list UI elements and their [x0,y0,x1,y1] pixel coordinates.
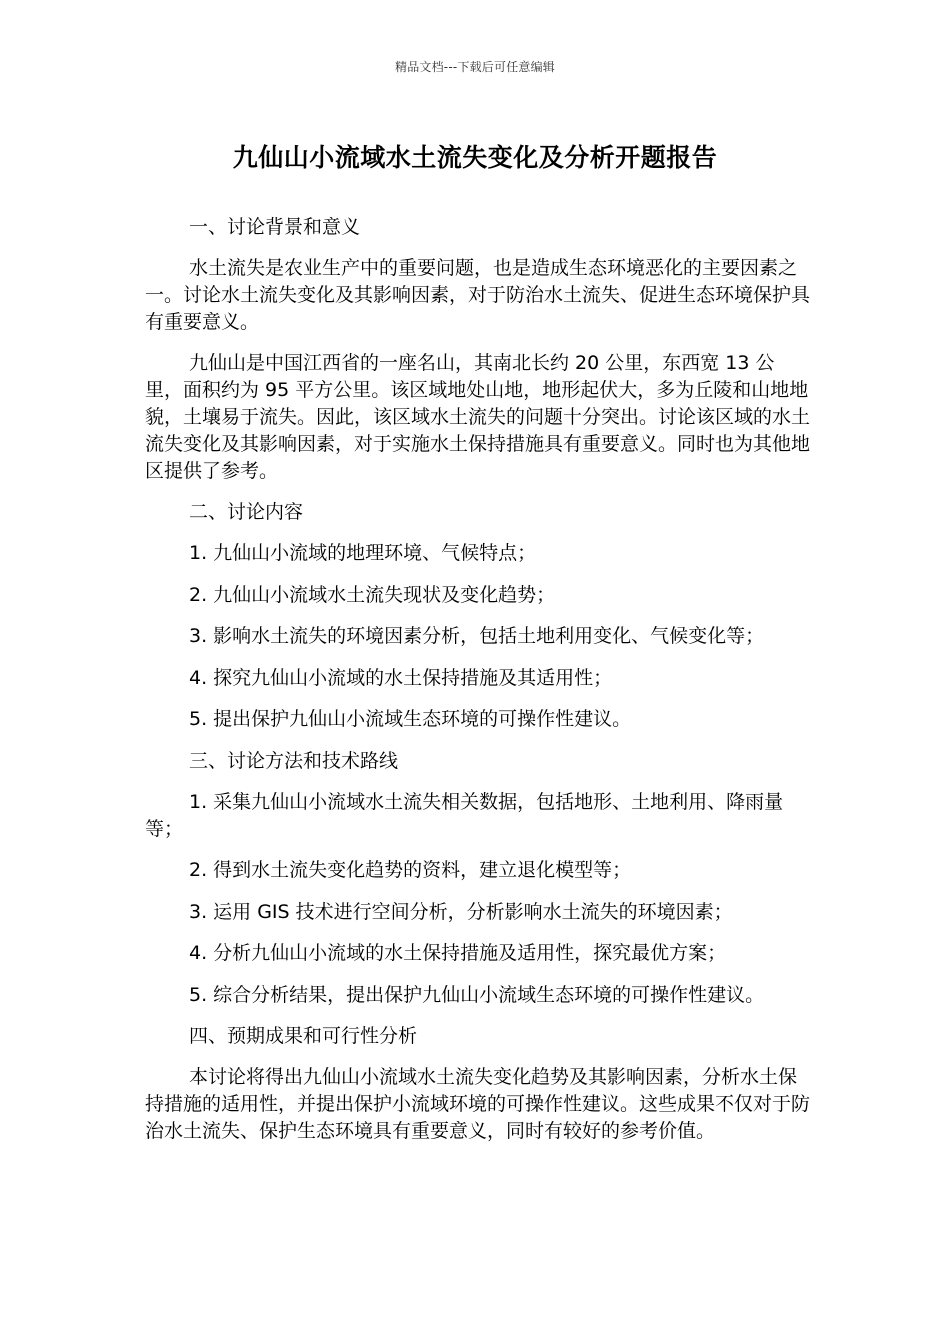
list-item: 4. 分析九仙山小流域的水土保持措施及适用性，探究最优方案； [189,942,727,964]
section-heading-outcomes: 四、预期成果和可行性分析 [189,1025,418,1047]
document-body [145,214,810,1159]
section-heading-content: 二、讨论内容 [189,501,304,523]
header-note: 精品文档---下载后可任意编辑 [395,60,555,74]
paragraph: 本讨论将得出九仙山小流域水土流失变化趋势及其影响因素，分析水土保持措施的适用性，并提出保护小流域环境的可操作性建议。这些成果不仅对于防治水土流失、保护生态环境具有重要意义，同时有较好的参考价值。 [145,1066,811,1142]
paragraph: 九仙山是中国江西省的一座名山，其南北长约 20 公里，东西宽 13 公里，面积约为 95 平方公里。该区域地处山地，地形起伏大，多为丘陵和山地地貌，土壤易于流失。因此，该区域水土流失的问题十分突出。讨论该区域的水土流失变化及其影响因素，对于实施水土保持措施具有重要意义。同时也为其他地区提供了参考。 [145,352,811,482]
list-item: 4. 探究九仙山小流域的水土保持措施及其适用性； [189,666,613,689]
list-item: 2. 九仙山小流域水土流失现状及变化趋势； [189,583,556,606]
list-item: 1. 采集九仙山小流域水土流失相关数据，包括地形、土地利用、降雨量等； [145,790,784,840]
list-item: 3. 运用 GIS 技术进行空间分析，分析影响水土流失的环境因素； [189,900,733,923]
section-heading-methods: 三、讨论方法和技术路线 [189,749,399,772]
list-item: 5. 提出保护九仙山小流域生态环境的可操作性建议。 [189,708,632,730]
list-item: 3. 影响水土流失的环境因素分析，包括土地利用变化、气候变化等； [189,625,765,647]
list-item: 1. 九仙山小流域的地理环境、气候特点； [189,542,537,564]
list-item: 5. 综合分析结果，提出保护九仙山小流域生态环境的可操作性建议。 [189,983,765,1006]
document-title: 九仙山小流域水土流失变化及分析开题报告 [232,143,718,172]
section-heading-background: 一、讨论背景和意义 [189,216,361,238]
list-item: 2. 得到水土流失变化趋势的资料，建立退化模型等； [189,859,632,881]
paragraph: 水土流失是农业生产中的重要问题，也是造成生态环境恶化的主要因素之一。讨论水土流失变化及其影响因素，对于防治水土流失、促进生态环境保护具有重要意义。 [145,257,811,333]
